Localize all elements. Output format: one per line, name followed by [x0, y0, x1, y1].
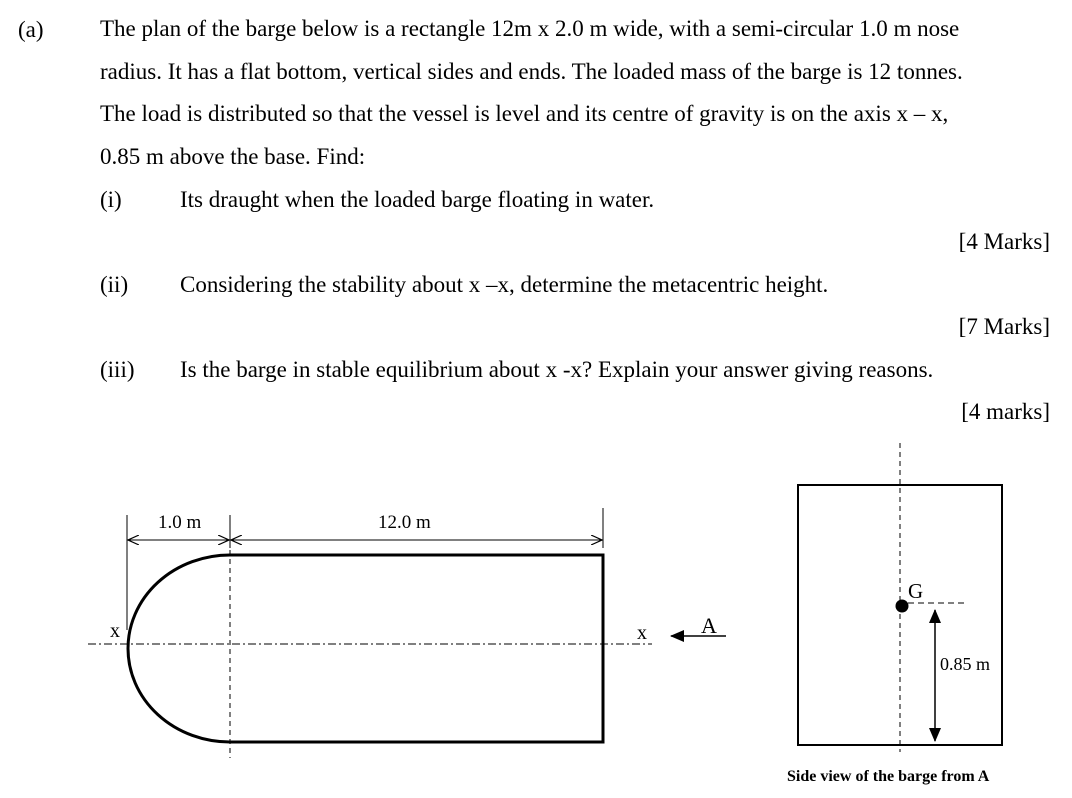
view-arrow-label: A: [701, 613, 717, 638]
side-view: [787, 443, 1002, 785]
height-dimension-label: 0.85 m: [940, 654, 991, 674]
question-line: The plan of the barge below is a rectangle 12m x 2.0 m wide, with a semi-circular 1.0 m nose: [100, 16, 960, 41]
question-line: 0.85 m above the base. Find:: [100, 143, 366, 169]
centre-of-gravity-marker: [896, 600, 909, 613]
part-iii-label: (iii): [100, 357, 135, 382]
question-label: (a): [18, 17, 44, 42]
axis-label-left: x: [110, 620, 120, 642]
part-ii-marks: [7 Marks]: [958, 314, 1050, 339]
g-label: G: [908, 579, 924, 603]
part-iii-text: Is the barge in stable equilibrium about x -x? Explain your answer giving reasons.: [180, 357, 934, 382]
part-i-label: (i): [100, 187, 122, 212]
nose-dimension-label: 1.0 m: [158, 512, 202, 533]
side-view-caption: Side view of the barge from A: [787, 768, 990, 785]
length-dimension-label: 12.0 m: [378, 512, 431, 533]
part-i-text: Its draught when the loaded barge floating in water.: [180, 187, 655, 212]
axis-label-right: x: [637, 622, 647, 644]
barge-hull-outline: [128, 555, 603, 742]
question-line: The load is distributed so that the vessel is level and its centre of gravity is on the axis x – x,: [100, 101, 949, 126]
part-i-marks: [4 Marks]: [958, 229, 1050, 254]
plan-view: [88, 508, 726, 758]
part-ii-label: (ii): [100, 272, 129, 297]
part-ii-text: Considering the stability about x –x, determine the metacentric height.: [180, 272, 829, 297]
question-line: radius. It has a flat bottom, vertical sides and ends. The loaded mass of the barge is 12 tonnes.: [100, 58, 963, 84]
part-iii-marks: [4 marks]: [961, 399, 1050, 424]
